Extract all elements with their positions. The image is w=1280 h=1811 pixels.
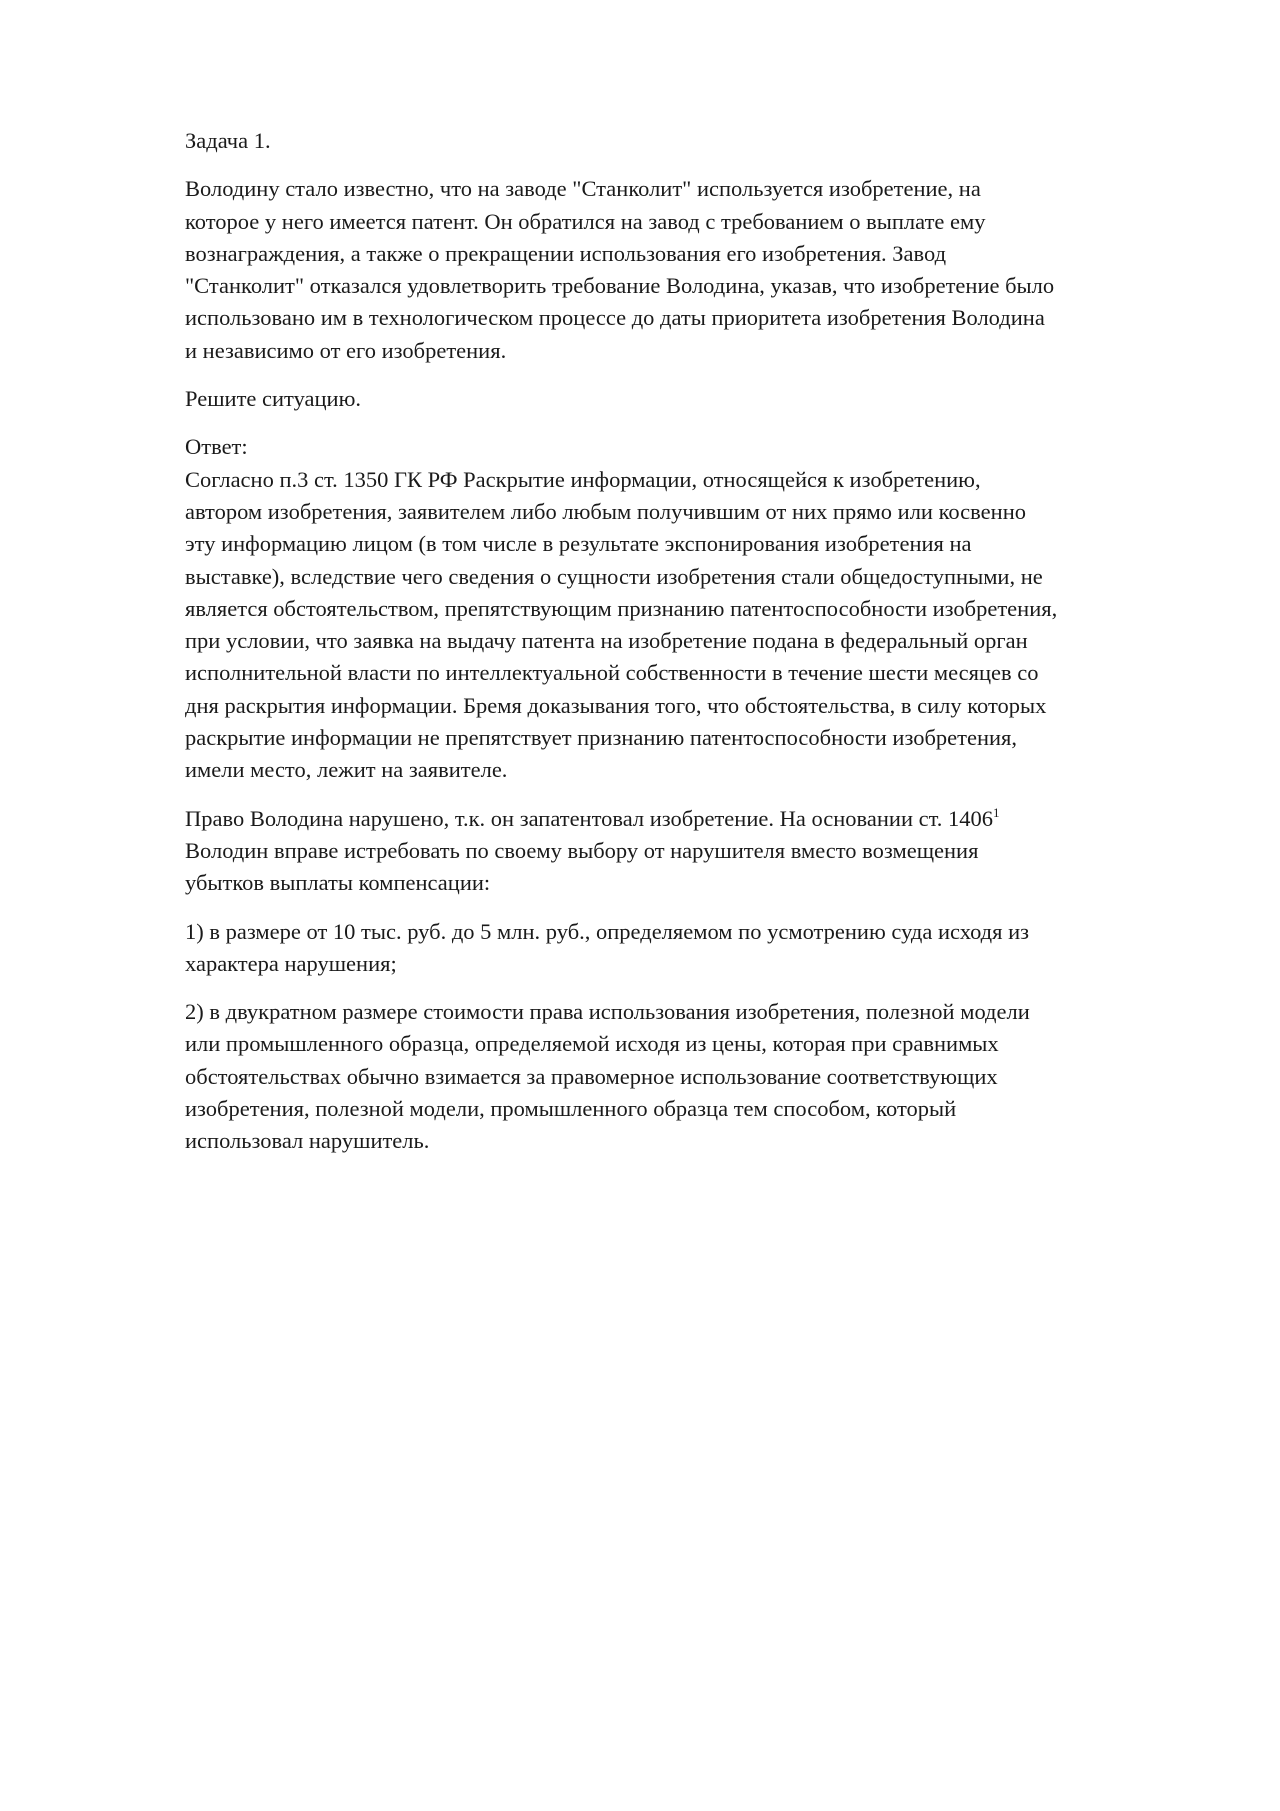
- problem-line: которое у него имеется патент. Он обратился на завод с требованием о выплате ему: [185, 208, 986, 234]
- task-instruction-text: Решите ситуацию.: [185, 386, 362, 412]
- option-2-line: обстоятельствах обычно взимается за правомерное использование соответствующих: [185, 1063, 998, 1089]
- task-instruction: [185, 383, 1195, 415]
- task-title: [185, 125, 1195, 157]
- violation-first-line-text: Право Володина нарушено, т.к. он запатентовал изобретение. На основании ст. 1406: [185, 805, 994, 831]
- document-body: [185, 125, 1195, 1174]
- answer-line: имели место, лежит на заявителе.: [185, 757, 508, 783]
- violation-line: убытков выплаты компенсации:: [185, 870, 491, 896]
- violation-first-line: [185, 803, 1195, 835]
- option-1-line: характера нарушения;: [185, 950, 397, 976]
- option-2-line: использовал нарушитель.: [185, 1128, 430, 1154]
- answer-line: является обстоятельством, препятствующим признанию патентоспособности изобретения,: [185, 595, 1058, 621]
- option-2-paragraph: [185, 996, 1195, 1157]
- problem-line: Володину стало известно, что на заводе "Станколит" используется изобретение, на: [185, 176, 981, 202]
- answer-line: выставке), вследствие чего сведения о сущности изобретения стали общедоступными, не: [185, 563, 1043, 589]
- problem-line: и независимо от его изобретения.: [185, 337, 507, 363]
- problem-line: использовано им в технологическом процессе до даты приоритета изобретения Володина: [185, 305, 1045, 331]
- problem-line: вознаграждения, а также о прекращении использования его изобретения. Завод: [185, 240, 947, 266]
- answer-line: автором изобретения, заявителем либо любым получившим от них прямо или косвенно: [185, 498, 1026, 524]
- option-1-paragraph: [185, 916, 1195, 981]
- problem-paragraph: [185, 173, 1195, 367]
- answer-line: дня раскрытия информации. Бремя доказывания того, что обстоятельства, в силу которых: [185, 692, 1047, 718]
- answer-line: исполнительной власти по интеллектуальной собственности в течение шести месяцев со: [185, 660, 1039, 686]
- answer-line: эту информацию лицом (в том числе в результате экспонирования изобретения на: [185, 531, 972, 557]
- option-1-line: 1) в размере от 10 тыс. руб. до 5 млн. руб., определяемом по усмотрению суда исходя из: [185, 918, 1030, 944]
- answer-line: Согласно п.3 ст. 1350 ГК РФ Раскрытие информации, относящейся к изобретению,: [185, 466, 981, 492]
- option-2-line: или промышленного образца, определяемой исходя из цены, которая при сравнимых: [185, 1031, 999, 1057]
- violation-paragraph: [185, 803, 1195, 900]
- answer-paragraph: [185, 431, 1195, 786]
- answer-label: Ответ:: [185, 434, 248, 460]
- problem-line: "Станколит" отказался удовлетворить требование Володина, указав, что изобретение было: [185, 273, 1055, 299]
- option-2-line: изобретения, полезной модели, промышленного образца тем способом, который: [185, 1096, 957, 1122]
- violation-line: Володин вправе истребовать по своему выбору от нарушителя вместо возмещения: [185, 837, 979, 863]
- answer-line: при условии, что заявка на выдачу патента на изобретение подана в федеральный орган: [185, 628, 1028, 654]
- footnote-superscript: 1: [993, 804, 1000, 820]
- option-2-line: 2) в двукратном размере стоимости права использования изобретения, полезной модели: [185, 999, 1030, 1025]
- task-title-text: Задача 1.: [185, 128, 271, 153]
- answer-line: раскрытие информации не препятствует признанию патентоспособности изобретения,: [185, 725, 1018, 751]
